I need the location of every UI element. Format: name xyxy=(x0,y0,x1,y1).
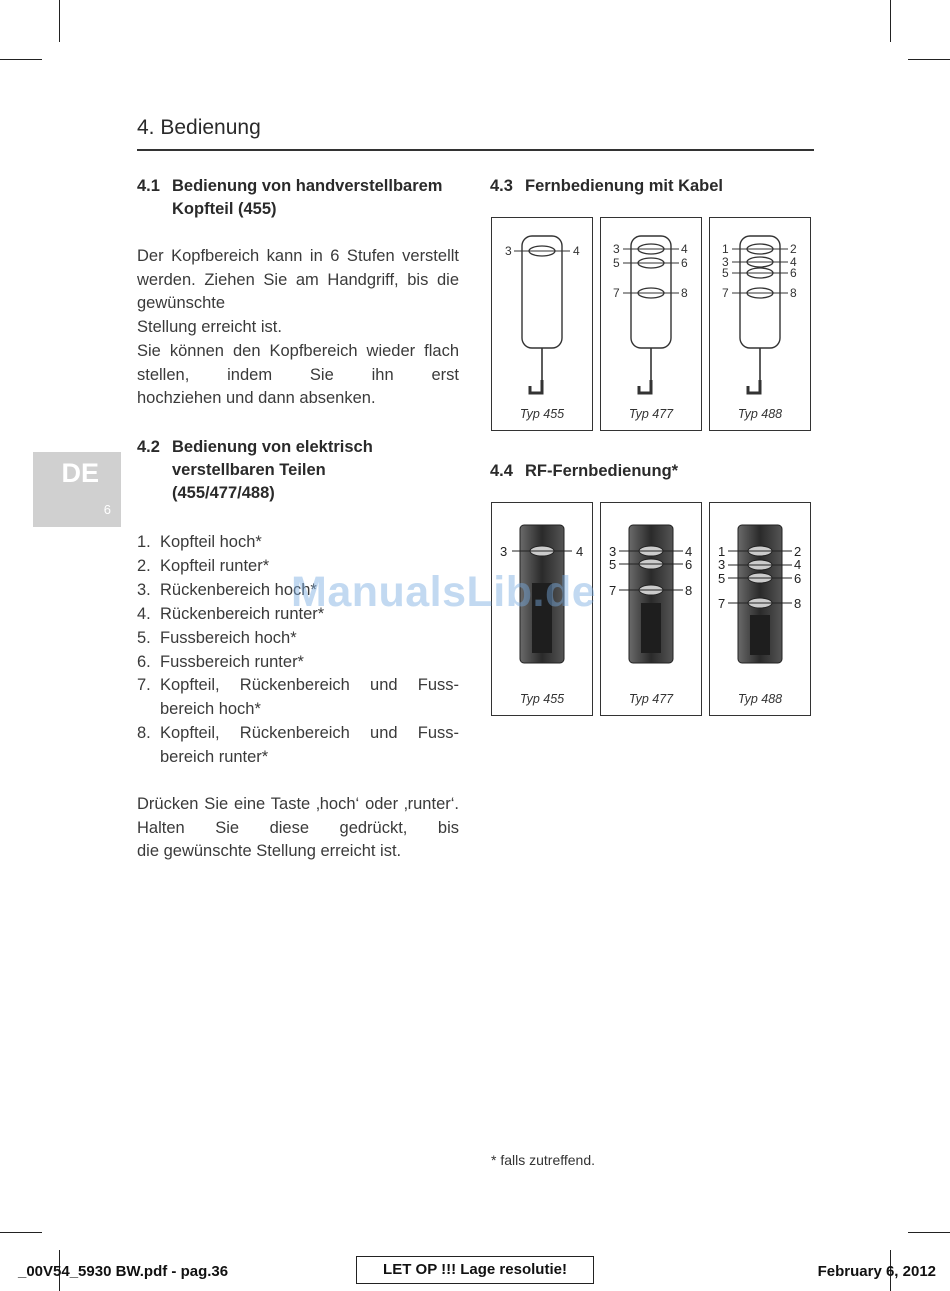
section-number: 4.4 xyxy=(490,462,513,480)
crop-mark xyxy=(0,59,42,60)
button-label: 5 xyxy=(722,266,729,280)
item-text: Rückenbereich runter* xyxy=(160,604,325,623)
paragraph-text-end: Stellung erreicht ist. xyxy=(137,318,282,337)
paragraph-text-end: hochziehen und dann absenken. xyxy=(137,389,376,408)
item-text: Kopfteil, Rückenbereich und Fuss-bereich hoch* xyxy=(160,676,459,719)
section-title: Fernbedienung mit Kabel xyxy=(525,177,724,195)
section-title-line1: Bedienung von handverstellbarem xyxy=(172,177,443,195)
rf-remote-figure-477 xyxy=(600,502,702,716)
button-label: 8 xyxy=(790,286,797,300)
crop-mark xyxy=(59,0,60,42)
button-label: 1 xyxy=(722,242,729,256)
button-label: 7 xyxy=(609,583,617,598)
paragraph-text: Drücken Sie eine Taste ‚hoch‘ oder ‚runter‘. Halten Sie diese gedrückt, bis xyxy=(137,795,459,837)
item-text: Fussbereich hoch* xyxy=(160,628,297,647)
item-number: 3. xyxy=(137,580,151,599)
language-code: DE xyxy=(61,458,99,488)
chapter-divider xyxy=(137,149,814,151)
list-item xyxy=(137,674,459,722)
crop-mark xyxy=(890,0,891,42)
button-label: 2 xyxy=(790,242,797,256)
item-text: Rückenbereich hoch* xyxy=(160,580,317,599)
button-label: 4 xyxy=(790,255,797,269)
button-label: 8 xyxy=(685,583,693,598)
wired-remote-477-drawing xyxy=(601,218,703,432)
button-label: 4 xyxy=(794,557,802,572)
item-number: 4. xyxy=(137,604,151,623)
chapter-title: 4. Bedienung xyxy=(137,116,261,139)
item-number: 5. xyxy=(137,628,151,647)
section-4-4-heading xyxy=(490,460,820,483)
remote-figure-488 xyxy=(709,217,811,431)
button-label: 3 xyxy=(500,544,508,559)
button-label: 6 xyxy=(790,266,797,280)
section-4-1-para1 xyxy=(137,245,459,340)
section-title: RF-Fernbedienung* xyxy=(525,462,679,480)
item-number: 8. xyxy=(137,724,151,743)
list-item xyxy=(137,651,459,675)
remote-figure-477 xyxy=(600,217,702,431)
item-text: Kopfteil runter* xyxy=(160,556,270,575)
section-number: 4.2 xyxy=(137,438,160,456)
section-title-line2: verstellbaren Teilen xyxy=(172,461,326,479)
button-label: 4 xyxy=(685,544,693,559)
list-item xyxy=(137,722,459,770)
section-number: 4.3 xyxy=(490,177,513,195)
footer-notice: LET OP !!! Lage resolutie! xyxy=(356,1256,594,1284)
list-item xyxy=(137,627,459,651)
item-number: 7. xyxy=(137,676,151,695)
paragraph-text: Der Kopfbereich kann in 6 Stufen verstellt werden. Ziehen Sie am Handgriff, bis die gewünschte xyxy=(137,247,459,313)
list-item xyxy=(137,531,459,555)
section-4-1-para2 xyxy=(137,340,459,411)
crop-mark xyxy=(0,1232,42,1233)
button-label: 1 xyxy=(718,544,726,559)
button-label: 5 xyxy=(613,256,620,270)
button-label: 3 xyxy=(722,255,729,269)
button-label: 3 xyxy=(718,557,726,572)
button-label: 7 xyxy=(613,286,620,300)
rf-remote-477-drawing xyxy=(601,503,703,717)
language-tab xyxy=(33,452,121,527)
section-4-3-heading xyxy=(490,175,820,198)
watermark: ManualsLib.de xyxy=(291,568,597,616)
section-4-2-para xyxy=(137,793,459,864)
figure-caption: Typ 455 xyxy=(519,407,565,421)
section-number: 4.1 xyxy=(137,177,160,195)
footnote: * falls zutreffend. xyxy=(491,1152,596,1168)
button-label: 4 xyxy=(576,544,584,559)
item-text: Kopfteil, Rückenbereich und Fuss-bereich runter* xyxy=(160,724,459,767)
button-label: 6 xyxy=(681,256,688,270)
button-label: 3 xyxy=(613,242,620,256)
button-label: 4 xyxy=(681,242,688,256)
section-4-2-heading xyxy=(137,436,467,505)
rf-remote-488-drawing xyxy=(710,503,812,717)
section-title-line2: Kopfteil (455) xyxy=(172,200,277,218)
footer-filename: _00V54_5930 BW.pdf - pag.36 xyxy=(18,1263,229,1280)
wired-remote-488-drawing xyxy=(710,218,812,432)
figure-caption: Typ 477 xyxy=(628,407,674,421)
section-title-line1: Bedienung von elektrisch xyxy=(172,438,373,456)
figure-caption: Typ 477 xyxy=(628,692,674,706)
section-4-1-heading xyxy=(137,175,467,221)
wired-remote-455-drawing xyxy=(492,218,594,432)
rf-remote-figure-488 xyxy=(709,502,811,716)
steps-list xyxy=(137,531,459,770)
button-label: 5 xyxy=(718,571,726,586)
button-label: 2 xyxy=(794,544,802,559)
figure-caption: Typ 488 xyxy=(737,692,783,706)
button-label: 3 xyxy=(505,244,512,258)
item-text: Kopfteil hoch* xyxy=(160,533,262,551)
button-label: 7 xyxy=(722,286,729,300)
page-number: 6 xyxy=(103,502,111,517)
button-label: 6 xyxy=(685,557,693,572)
item-number: 6. xyxy=(137,652,151,671)
section-title-line3: (455/477/488) xyxy=(172,484,275,502)
button-label: 7 xyxy=(718,596,726,611)
crop-mark xyxy=(908,1232,950,1233)
item-text: Fussbereich runter* xyxy=(160,652,304,671)
figure-caption: Typ 488 xyxy=(737,407,783,421)
paragraph-text: Sie können den Kopfbereich wieder flach stellen, indem Sie ihn erst xyxy=(137,342,459,384)
item-number: 1. xyxy=(137,533,151,551)
button-label: 3 xyxy=(609,544,617,559)
crop-mark xyxy=(908,59,950,60)
remote-figure-455 xyxy=(491,217,593,431)
paragraph-text-end: die gewünschte Stellung erreicht ist. xyxy=(137,842,402,861)
item-number: 2. xyxy=(137,556,151,575)
footer-date: February 6, 2012 xyxy=(817,1263,936,1280)
button-label: 4 xyxy=(573,244,580,258)
figure-caption: Typ 455 xyxy=(519,692,565,706)
button-label: 8 xyxy=(681,286,688,300)
button-label: 5 xyxy=(609,557,617,572)
button-label: 8 xyxy=(794,596,802,611)
button-label: 6 xyxy=(794,571,802,586)
